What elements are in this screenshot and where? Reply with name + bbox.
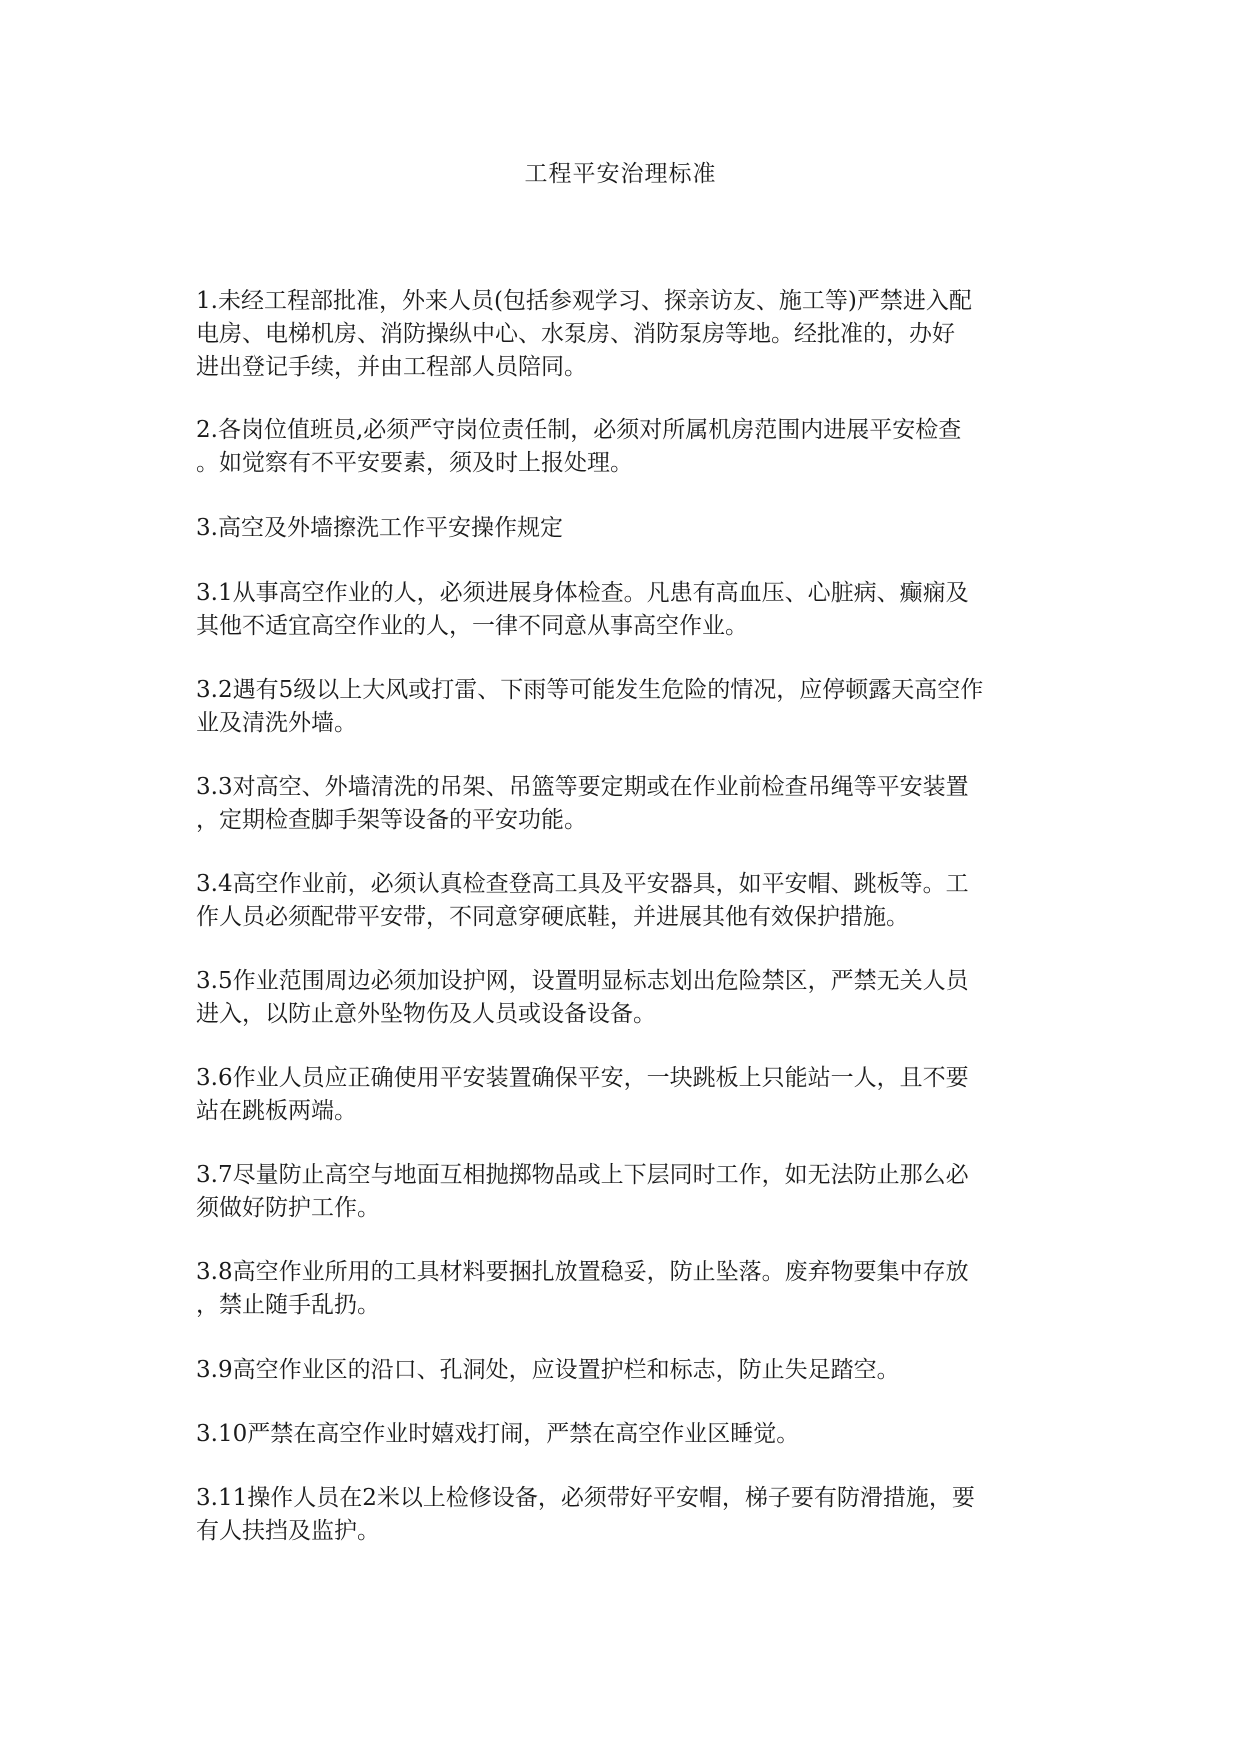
paragraph-line: 3.3对高空、外墙清洗的吊架、吊篮等要定期或在作业前检查吊绳等平安装置 xyxy=(196,774,969,800)
paragraph-line: 电房、电梯机房、消防操纵中心、水泵房、消防泵房等地。经批准的，办好 xyxy=(196,321,955,347)
paragraph-line: 业及清洗外墙。 xyxy=(196,710,357,736)
paragraph-2 xyxy=(196,414,1046,480)
paragraph-3 xyxy=(196,512,1046,545)
paragraph-1 xyxy=(196,285,1046,384)
paragraph-line: 3.11操作人员在2米以上检修设备，必须带好平安帽，梯子要有防滑措施，要 xyxy=(196,1485,975,1511)
paragraph-line: 3.4高空作业前，必须认真检查登高工具及平安器具，如平安帽、跳板等。工 xyxy=(196,871,969,897)
paragraph-line: 2.各岗位值班员,必须严守岗位责任制，必须对所属机房范围内进展平安检查 xyxy=(196,417,962,443)
paragraph-line: 3.8高空作业所用的工具材料要捆扎放置稳妥，防止坠落。废弃物要集中存放 xyxy=(196,1259,969,1285)
paragraph-line: 3.2遇有5级以上大风或打雷、下雨等可能发生危险的情况，应停顿露天高空作 xyxy=(196,677,984,703)
paragraph-line: 3.7尽量防止高空与地面互相抛掷物品或上下层同时工作，如无法防止那么必 xyxy=(196,1162,969,1188)
paragraph-line: 有人扶挡及监护。 xyxy=(196,1518,380,1544)
document-title: 工程平安治理标准 xyxy=(524,161,717,187)
paragraph-line: 其他不适宜高空作业的人，一律不同意从事高空作业。 xyxy=(196,613,748,639)
paragraph-line: 。如觉察有不平安要素，须及时上报处理。 xyxy=(196,450,633,476)
paragraph-line: 3.1从事高空作业的人，必须进展身体检查。凡患有高血压、心脏病、癫痫及 xyxy=(196,580,969,606)
paragraph-3-8 xyxy=(196,1256,1046,1322)
paragraph-3-10 xyxy=(196,1418,1046,1451)
paragraph-line: 进出登记手续，并由工程部人员陪同。 xyxy=(196,354,587,380)
paragraph-3-1 xyxy=(196,577,1046,643)
paragraph-line: 进入，以防止意外坠物伤及人员或设备设备。 xyxy=(196,1001,656,1027)
paragraph-line: ，禁止随手乱扔。 xyxy=(196,1292,380,1318)
paragraph-3-3 xyxy=(196,771,1046,837)
paragraph-line: 须做好防护工作。 xyxy=(196,1195,380,1221)
paragraph-3-7 xyxy=(196,1159,1046,1225)
paragraph-line: 站在跳板两端。 xyxy=(196,1098,357,1124)
paragraph-3-9 xyxy=(196,1354,1046,1387)
paragraph-line: 作人员必须配带平安带，不同意穿硬底鞋，并进展其他有效保护措施。 xyxy=(196,904,909,930)
paragraph-3-2 xyxy=(196,674,1046,740)
paragraph-line: 3.高空及外墙擦洗工作平安操作规定 xyxy=(196,515,563,541)
paragraph-3-6 xyxy=(196,1062,1046,1128)
paragraph-line: 3.6作业人员应正确使用平安装置确保平安，一块跳板上只能站一人，且不要 xyxy=(196,1065,969,1091)
paragraph-line: 3.10严禁在高空作业时嬉戏打闹，严禁在高空作业区睡觉。 xyxy=(196,1421,800,1447)
paragraph-3-5 xyxy=(196,965,1046,1031)
paragraph-3-11 xyxy=(196,1482,1046,1548)
paragraph-line: 1.未经工程部批准，外来人员(包括参观学习、探亲访友、施工等)严禁进入配 xyxy=(196,288,972,314)
paragraph-line: 3.9高空作业区的沿口、孔洞处，应设置护栏和标志，防止失足踏空。 xyxy=(196,1357,900,1383)
paragraph-line: 3.5作业范围周边必须加设护网，设置明显标志划出危险禁区，严禁无关人员 xyxy=(196,968,969,994)
paragraph-3-4 xyxy=(196,868,1046,934)
paragraph-line: ，定期检查脚手架等设备的平安功能。 xyxy=(196,807,587,833)
